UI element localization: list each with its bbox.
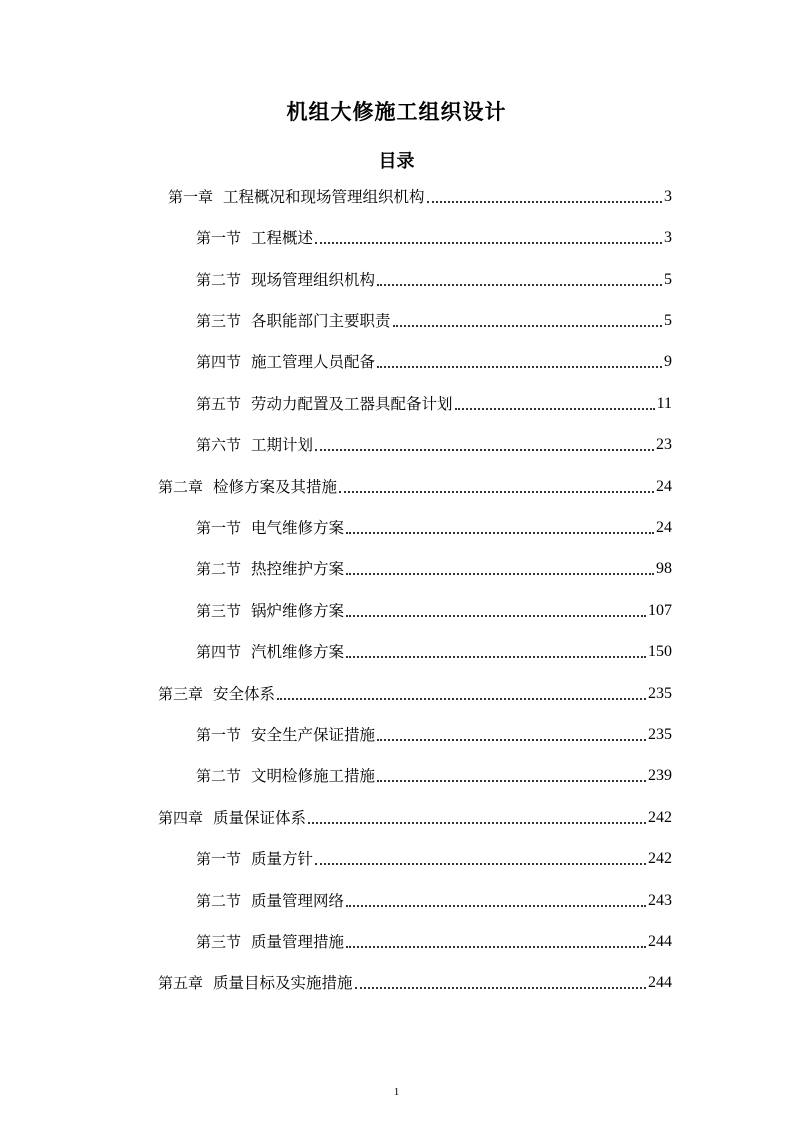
toc-entry-title: 安全生产保证措施 (251, 726, 376, 744)
toc-entry-title: 工期计划 (251, 436, 314, 454)
toc-dot-leader (346, 532, 654, 534)
toc-entry-number: 第二节 (196, 560, 242, 578)
toc-dot-leader (315, 449, 654, 451)
toc-entry-chapter[interactable] (168, 183, 672, 207)
toc-entry-chapter[interactable] (158, 680, 672, 704)
toc-entry-title: 施工管理人员配备 (251, 353, 376, 371)
toc-dot-leader (315, 242, 662, 244)
toc-dot-leader (393, 325, 662, 327)
toc-entry-number: 第五章 (158, 974, 204, 992)
toc-entry-section[interactable] (196, 266, 672, 290)
toc-entry-title: 质量管理措施 (251, 933, 345, 951)
toc-entry-title: 工程概况和现场管理组织机构 (223, 188, 425, 206)
toc-entry-number: 第四节 (196, 643, 242, 661)
toc-entry-section[interactable] (196, 348, 672, 372)
toc-entry-title: 检修方案及其措施 (213, 478, 338, 496)
toc-dot-leader (346, 615, 646, 617)
toc-entry-page: 235 (648, 685, 672, 702)
toc-entry-title: 汽机维修方案 (251, 643, 345, 661)
toc-entry-number: 第二节 (196, 892, 242, 910)
toc-entry-section[interactable] (196, 431, 672, 455)
toc-entry-title: 质量保证体系 (213, 809, 307, 827)
toc-entry-chapter[interactable] (158, 473, 672, 497)
toc-entry-number: 第三节 (196, 312, 242, 330)
toc-entry-number: 第六节 (196, 436, 242, 454)
toc-entry-page: 3 (664, 229, 672, 246)
toc-entry-title: 质量管理网络 (251, 892, 345, 910)
toc-entry-section[interactable] (196, 928, 672, 952)
toc-entry-section[interactable] (196, 514, 672, 538)
toc-dot-leader (346, 946, 646, 948)
toc-dot-leader (377, 366, 662, 368)
toc-entry-section[interactable] (196, 390, 672, 414)
toc-entry-page: 244 (648, 933, 672, 950)
toc-entry-page: 242 (648, 809, 672, 826)
toc-entry-chapter[interactable] (158, 804, 672, 828)
toc-entry-number: 第一节 (196, 519, 242, 537)
toc-entry-number: 第三节 (196, 602, 242, 620)
toc-heading: 目录 (378, 151, 415, 172)
toc-dot-leader (427, 201, 662, 203)
toc-entry-section[interactable] (196, 638, 672, 662)
toc-entry-title: 各职能部门主要职责 (251, 312, 391, 330)
toc-entry-title: 现场管理组织机构 (251, 271, 376, 289)
toc-dot-leader (346, 905, 646, 907)
toc-entry-page: 239 (648, 767, 672, 784)
toc-entry-number: 第三章 (158, 685, 204, 703)
toc-entry-section[interactable] (196, 307, 672, 331)
toc-dot-leader (377, 284, 662, 286)
toc-entry-number: 第二章 (158, 478, 204, 496)
toc-entry-number: 第五节 (196, 395, 242, 413)
toc-entry-section[interactable] (196, 887, 672, 911)
toc-entry-page: 150 (648, 643, 672, 660)
toc-entry-section[interactable] (196, 597, 672, 621)
toc-dot-leader (346, 573, 654, 575)
toc-entry-title: 锅炉维修方案 (251, 602, 345, 620)
toc-entry-title: 文明检修施工措施 (251, 767, 376, 785)
toc-entry-page: 23 (656, 436, 672, 453)
toc-entry-number: 第一节 (196, 850, 242, 868)
toc-dot-leader (377, 780, 646, 782)
toc-entry-title: 电气维修方案 (251, 519, 345, 537)
toc-entry-page: 107 (648, 602, 672, 619)
toc-entry-number: 第一节 (196, 726, 242, 744)
toc-dot-leader (339, 491, 654, 493)
toc-entry-number: 第一节 (196, 229, 242, 247)
toc-entry-title: 安全体系 (213, 685, 276, 703)
toc-dot-leader (308, 822, 646, 824)
toc-entry-title: 热控维护方案 (251, 560, 345, 578)
toc-entry-page: 5 (664, 312, 672, 329)
document-title: 机组大修施工组织设计 (286, 100, 507, 124)
page-number: 1 (393, 1086, 400, 1098)
toc-entry-page: 244 (648, 974, 672, 991)
toc-dot-leader (355, 987, 646, 989)
toc-entry-number: 第二节 (196, 271, 242, 289)
toc-entry-page: 5 (664, 271, 672, 288)
toc-entry-section[interactable] (196, 555, 672, 579)
toc-dot-leader (455, 408, 655, 410)
toc-entry-section[interactable] (196, 845, 672, 869)
toc-entry-section[interactable] (196, 721, 672, 745)
toc-entry-title: 质量方针 (251, 850, 314, 868)
toc-dot-leader (277, 698, 646, 700)
toc-entry-page: 235 (648, 726, 672, 743)
toc-entry-section[interactable] (196, 762, 672, 786)
toc-entry-page: 24 (656, 519, 672, 536)
toc-entry-number: 第四章 (158, 809, 204, 827)
toc-entry-page: 24 (656, 478, 672, 495)
toc-entry-page: 242 (648, 850, 672, 867)
toc-entry-number: 第一章 (168, 188, 214, 206)
toc-entry-page: 3 (664, 188, 672, 205)
toc-dot-leader (377, 739, 646, 741)
toc-entry-chapter[interactable] (158, 969, 672, 993)
toc-dot-leader (315, 863, 646, 865)
toc-entry-title: 质量目标及实施措施 (213, 974, 353, 992)
toc-entry-page: 243 (648, 892, 672, 909)
toc-entry-number: 第四节 (196, 353, 242, 371)
toc-entry-page: 98 (656, 560, 672, 577)
toc-entry-title: 劳动力配置及工器具配备计划 (251, 395, 453, 413)
toc-entry-section[interactable] (196, 224, 672, 248)
toc-entry-title: 工程概述 (251, 229, 314, 247)
toc-entry-number: 第三节 (196, 933, 242, 951)
toc-entry-page: 9 (664, 353, 672, 370)
toc-entry-number: 第二节 (196, 767, 242, 785)
toc-dot-leader (346, 656, 646, 658)
toc-entry-page: 11 (656, 395, 672, 412)
